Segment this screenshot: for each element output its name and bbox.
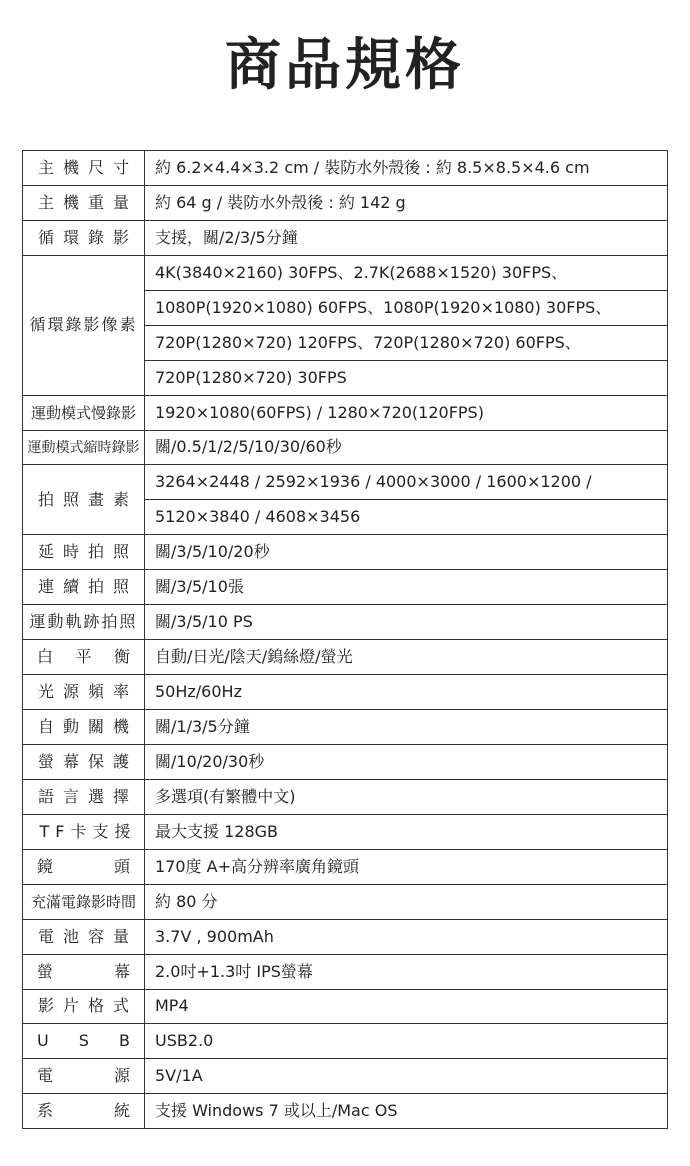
spec-row xyxy=(23,954,668,989)
spec-label: 延時拍照 xyxy=(23,535,145,570)
spec-label: 電池容量 xyxy=(23,919,145,954)
spec-label: 運動模式縮時錄影 xyxy=(23,430,145,465)
spec-value: 關/10/20/30秒 xyxy=(145,744,668,779)
spec-value: 3.7V , 900mAh xyxy=(145,919,668,954)
spec-table-body xyxy=(23,151,668,1129)
spec-row xyxy=(23,220,668,255)
spec-label: 主機重量 xyxy=(23,185,145,220)
spec-label: 電 源 xyxy=(23,1059,145,1094)
spec-label: 螢幕保護 xyxy=(23,744,145,779)
spec-row xyxy=(23,744,668,779)
spec-label: 螢 幕 xyxy=(23,954,145,989)
spec-label: 鏡 頭 xyxy=(23,849,145,884)
spec-value: 多選項(有繁體中文) xyxy=(145,779,668,814)
spec-label: 充滿電錄影時間 xyxy=(23,884,145,919)
spec-row xyxy=(23,605,668,640)
spec-value: 170度 A+高分辨率廣角鏡頭 xyxy=(145,849,668,884)
spec-label: TF卡支援 xyxy=(23,814,145,849)
spec-row xyxy=(23,1094,668,1129)
spec-row xyxy=(23,535,668,570)
spec-value: 1920×1080(60FPS) / 1280×720(120FPS) xyxy=(145,395,668,430)
spec-label: 系 統 xyxy=(23,1094,145,1129)
page-title: 商品規格 xyxy=(225,33,465,98)
spec-value: 關/3/5/10/20秒 xyxy=(145,535,668,570)
spec-row xyxy=(23,710,668,745)
spec-value: 自動/日光/陰天/鎢絲燈/螢光 xyxy=(145,640,668,675)
spec-row xyxy=(23,1024,668,1059)
spec-label: 運動模式慢錄影 xyxy=(23,395,145,430)
spec-label: 影片格式 xyxy=(23,989,145,1024)
spec-value: MP4 xyxy=(145,989,668,1024)
spec-value: 4K(3840×2160) 30FPS、2.7K(2688×1520) 30FPS、 xyxy=(145,255,668,290)
spec-row xyxy=(23,151,668,186)
spec-value: 約 80 分 xyxy=(145,884,668,919)
spec-label: 主機尺寸 xyxy=(23,151,145,186)
spec-label: 運動軌跡拍照 xyxy=(23,605,145,640)
spec-value: 50Hz/60Hz xyxy=(145,675,668,710)
spec-value: 支援 Windows 7 或以上/Mac OS xyxy=(145,1094,668,1129)
spec-value: 關/3/5/10張 xyxy=(145,570,668,605)
spec-row xyxy=(23,849,668,884)
spec-row xyxy=(23,884,668,919)
spec-row xyxy=(23,779,668,814)
spec-row xyxy=(23,919,668,954)
spec-row xyxy=(23,395,668,430)
spec-value: 約 64 g / 裝防水外殼後 : 約 142 g xyxy=(145,185,668,220)
spec-value: 5120×3840 / 4608×3456 xyxy=(145,500,668,535)
spec-label: 循環錄影像素 xyxy=(23,255,145,395)
spec-row xyxy=(23,989,668,1024)
spec-value: 關/3/5/10 PS xyxy=(145,605,668,640)
spec-table xyxy=(22,150,668,1129)
spec-value: 720P(1280×720) 120FPS、720P(1280×720) 60FPS、 xyxy=(145,325,668,360)
spec-row xyxy=(23,430,668,465)
spec-value: 關/1/3/5分鐘 xyxy=(145,710,668,745)
spec-row xyxy=(23,1059,668,1094)
spec-label: 拍照畫素 xyxy=(23,465,145,535)
spec-value: 約 6.2×4.4×3.2 cm / 裝防水外殼後 : 約 8.5×8.5×4.6 cm xyxy=(145,151,668,186)
spec-value: 3264×2448 / 2592×1936 / 4000×3000 / 1600×1200 / xyxy=(145,465,668,500)
spec-label: 自動關機 xyxy=(23,710,145,745)
spec-label: 循環錄影 xyxy=(23,220,145,255)
spec-value: 5V/1A xyxy=(145,1059,668,1094)
spec-value: USB2.0 xyxy=(145,1024,668,1059)
spec-label: 連續拍照 xyxy=(23,570,145,605)
spec-row xyxy=(23,570,668,605)
spec-value: 關/0.5/1/2/5/10/30/60秒 xyxy=(145,430,668,465)
spec-row xyxy=(23,255,668,290)
spec-label: 光源頻率 xyxy=(23,675,145,710)
spec-value: 720P(1280×720) 30FPS xyxy=(145,360,668,395)
spec-label: 白 平 衡 xyxy=(23,640,145,675)
spec-label: 語言選擇 xyxy=(23,779,145,814)
spec-row xyxy=(23,465,668,500)
spec-value: 最大支援 128GB xyxy=(145,814,668,849)
spec-label: U S B xyxy=(23,1024,145,1059)
spec-value: 1080P(1920×1080) 60FPS、1080P(1920×1080) 30FPS、 xyxy=(145,290,668,325)
spec-row xyxy=(23,640,668,675)
spec-row xyxy=(23,814,668,849)
spec-row xyxy=(23,675,668,710)
spec-value: 2.0吋+1.3吋 IPS螢幕 xyxy=(145,954,668,989)
spec-row xyxy=(23,185,668,220)
spec-value: 支援，關/2/3/5分鐘 xyxy=(145,220,668,255)
